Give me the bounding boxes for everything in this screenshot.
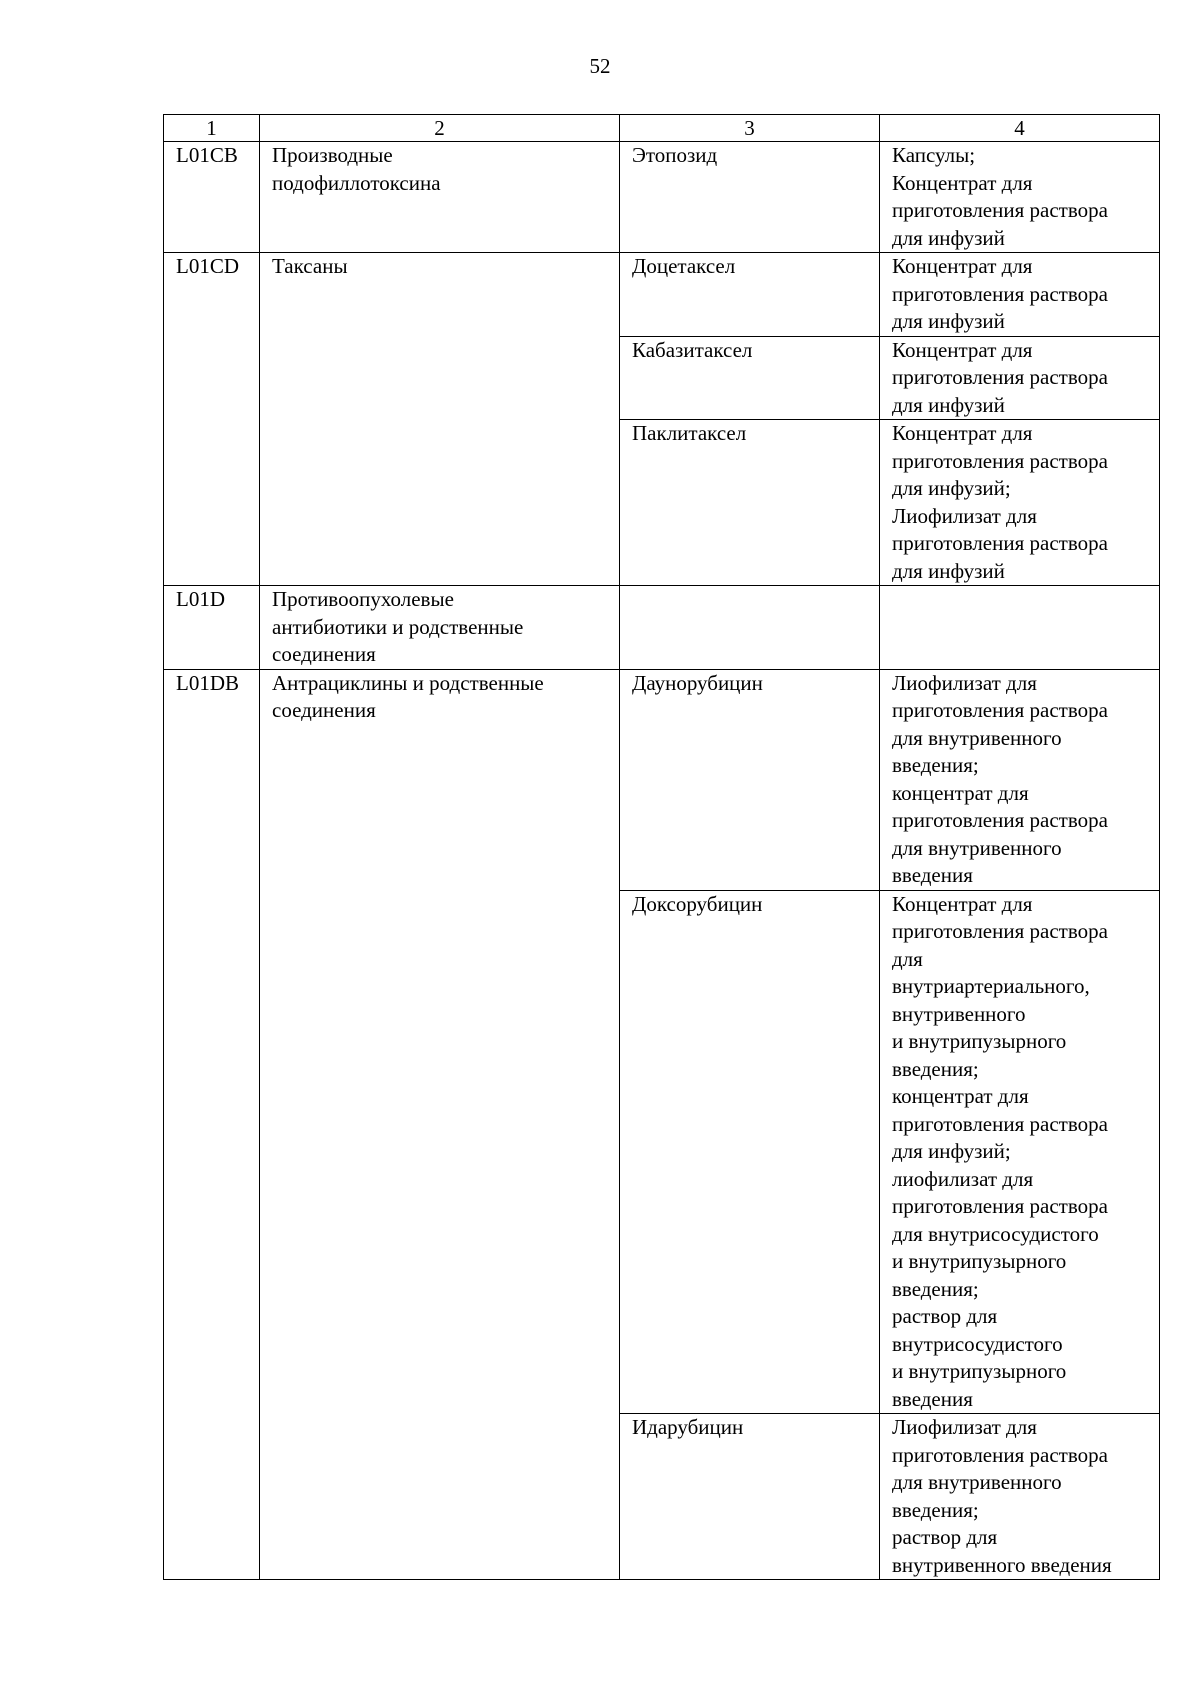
medication-table — [163, 114, 1160, 1580]
atc-code-cell: L01CD — [164, 253, 260, 586]
column-header-2: 2 — [260, 115, 620, 142]
atc-group-cell: Противоопухолевые антибиотики и родственные соединения — [260, 586, 620, 670]
table-row — [164, 142, 1160, 253]
dosage-form-cell: Лиофилизат для приготовления раствора для внутривенного введения; концентрат для приготовления раствора для внутривенного введения — [880, 669, 1160, 890]
drug-name-cell: Даунорубицин — [620, 669, 880, 890]
atc-code-cell: L01CB — [164, 142, 260, 253]
dosage-form-cell — [880, 586, 1160, 670]
dosage-form-cell: Капсулы; Концентрат для приготовления раствора для инфузий — [880, 142, 1160, 253]
column-header-4: 4 — [880, 115, 1160, 142]
column-header-3: 3 — [620, 115, 880, 142]
drug-name-cell: Паклитаксел — [620, 420, 880, 586]
drug-name-cell: Идарубицин — [620, 1414, 880, 1580]
dosage-form-cell: Концентрат для приготовления раствора для инфузий — [880, 253, 1160, 337]
dosage-form-cell: Концентрат для приготовления раствора для внутриартериального, внутривенного и внутрипузырного введения; концентрат для приготовления раствора для инфузий; лиофилизат для приготовления раствора для внутрисосудистого и внутрипузырного введения; раствор для внутрисосудистого и внутрипузырного введения — [880, 890, 1160, 1414]
table-header-row — [164, 115, 1160, 142]
dosage-form-cell: Концентрат для приготовления раствора для инфузий — [880, 336, 1160, 420]
atc-group-cell: Таксаны — [260, 253, 620, 586]
table-row — [164, 253, 1160, 337]
atc-code-cell: L01DB — [164, 669, 260, 1580]
atc-code-cell: L01D — [164, 586, 260, 670]
drug-name-cell — [620, 586, 880, 670]
drug-name-cell: Кабазитаксел — [620, 336, 880, 420]
table-row — [164, 669, 1160, 890]
atc-group-cell: Антрациклины и родственные соединения — [260, 669, 620, 1580]
table-row — [164, 586, 1160, 670]
dosage-form-cell: Лиофилизат для приготовления раствора для внутривенного введения; раствор для внутривенного введения — [880, 1414, 1160, 1580]
drug-name-cell: Этопозид — [620, 142, 880, 253]
dosage-form-cell: Концентрат для приготовления раствора для инфузий; Лиофилизат для приготовления раствора для инфузий — [880, 420, 1160, 586]
drug-name-cell: Доксорубицин — [620, 890, 880, 1414]
column-header-1: 1 — [164, 115, 260, 142]
drug-name-cell: Доцетаксел — [620, 253, 880, 337]
page-number: 52 — [589, 54, 611, 78]
atc-group-cell: Производные подофиллотоксина — [260, 142, 620, 253]
